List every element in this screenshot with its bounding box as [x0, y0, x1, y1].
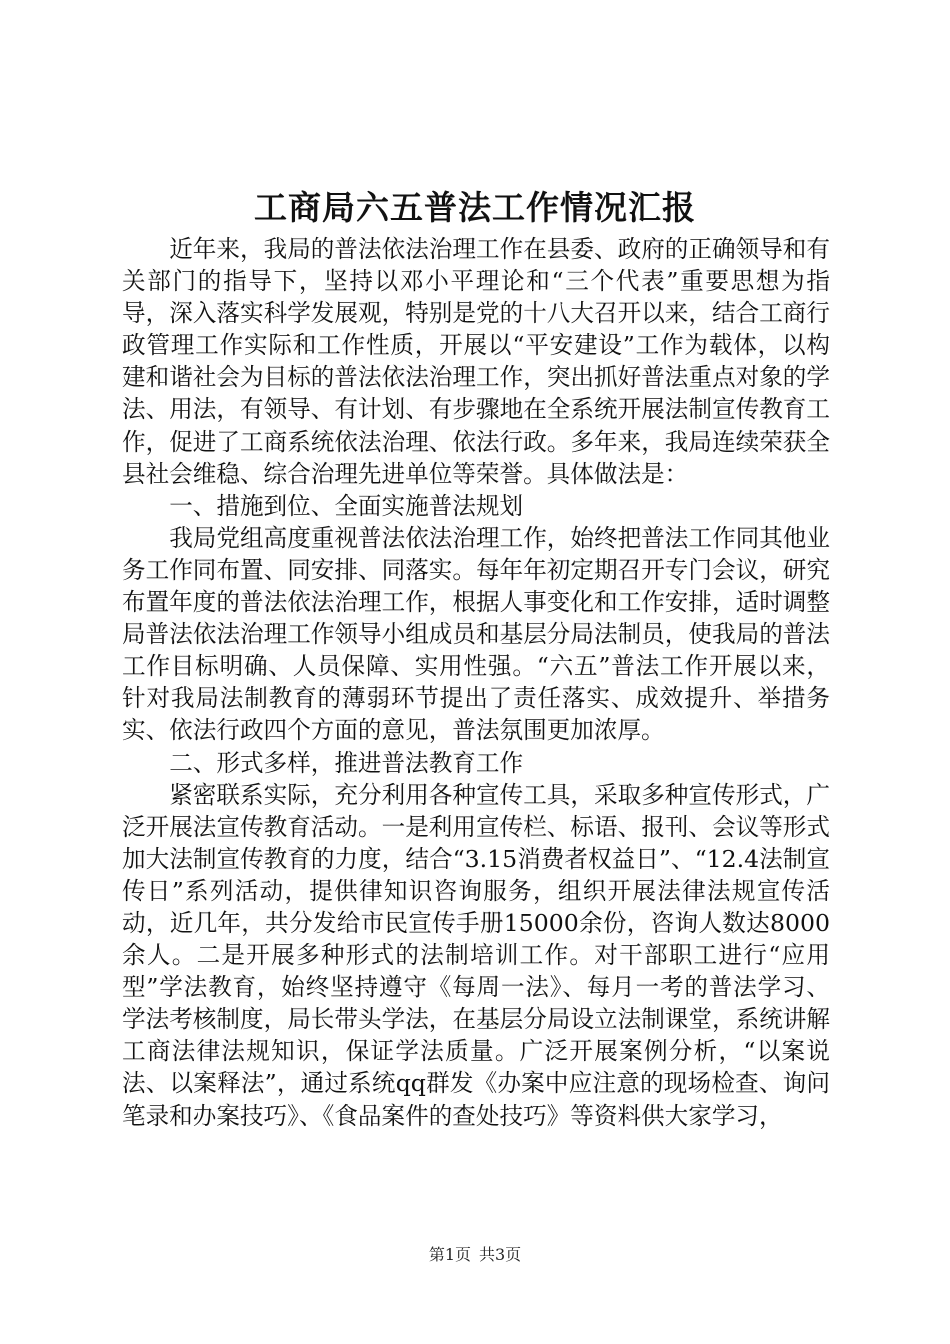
- paragraph-section-2: 紧密联系实际，充分利用各种宣传工具，采取多种宣传形式，广泛开展法宣传教育活动。一是利用宣传栏、标语、报刊、会议等形式加大法制宣传教育的力度，结合“3.15消费者权益日”、“12.4法制宣传日”系列活动，提供律知识咨询服务，组织开展法律法规宣传活动，近几年，共分发给市民宣传手册15000余份，咨询人数达8000余人。二是开展多种形式的法制培训工作。对干部职工进行“应用型”学法教育，始终坚持遵守《每周一法》、每月一考的普法学习、学法考核制度，局长带头学法，在基层分局设立法制课堂，系统讲解工商法律法规知识，保证学法质量。广泛开展案例分析，“以案说法、以案释法”，通过系统qq群发《办案中应注意的现场检查、询问笔录和办案技巧》、《食品案件的查处技巧》等资料供大家学习，: [122, 780, 830, 1130]
- section-heading-2: 二、形式多样，推进普法教育工作: [169, 748, 524, 777]
- paragraph-section-1: 我局党组高度重视普法依法治理工作，始终把普法工作同其他业务工作同布置、同安排、同落实。每年年初定期召开专门会议，研究布置年度的普法依法治理工作，根据人事变化和工作安排，适时调整局普法依法治理工作领导小组成员和基层分局法制员，使我局的普法工作目标明确、人员保障、实用性强。“六五”普法工作开展以来，针对我局法制教育的薄弱环节提出了责任落实、成效提升、举措务实、依法行政四个方面的意见，普法氛围更加浓厚。: [122, 523, 830, 745]
- page-footer: [0, 1244, 950, 1266]
- document-title: 工商局六五普法工作情况汇报: [254, 188, 696, 227]
- document-body: [122, 233, 830, 1132]
- page-number: 第1页: [428, 1245, 471, 1264]
- section-heading-1: 一、措施到位、全面实施普法规划: [169, 491, 524, 520]
- paragraph-intro: 近年来，我局的普法依法治理工作在县委、政府的正确领导和有关部门的指导下，坚持以邓小平理论和“三个代表”重要思想为指导，深入落实科学发展观，特别是党的十八大召开以来，结合工商行政管理工作实际和工作性质，开展以“平安建设”工作为载体，以构建和谐社会为目标的普法依法治理工作，突出抓好普法重点对象的学法、用法，有领导、有计划、有步骤地在全系统开展法制宣传教育工作，促进了工商系统依法治理、依法行政。多年来，我局连续荣获全县社会维稳、综合治理先进单位等荣誉。具体做法是：: [122, 235, 830, 488]
- page-total: 共3页: [479, 1245, 522, 1264]
